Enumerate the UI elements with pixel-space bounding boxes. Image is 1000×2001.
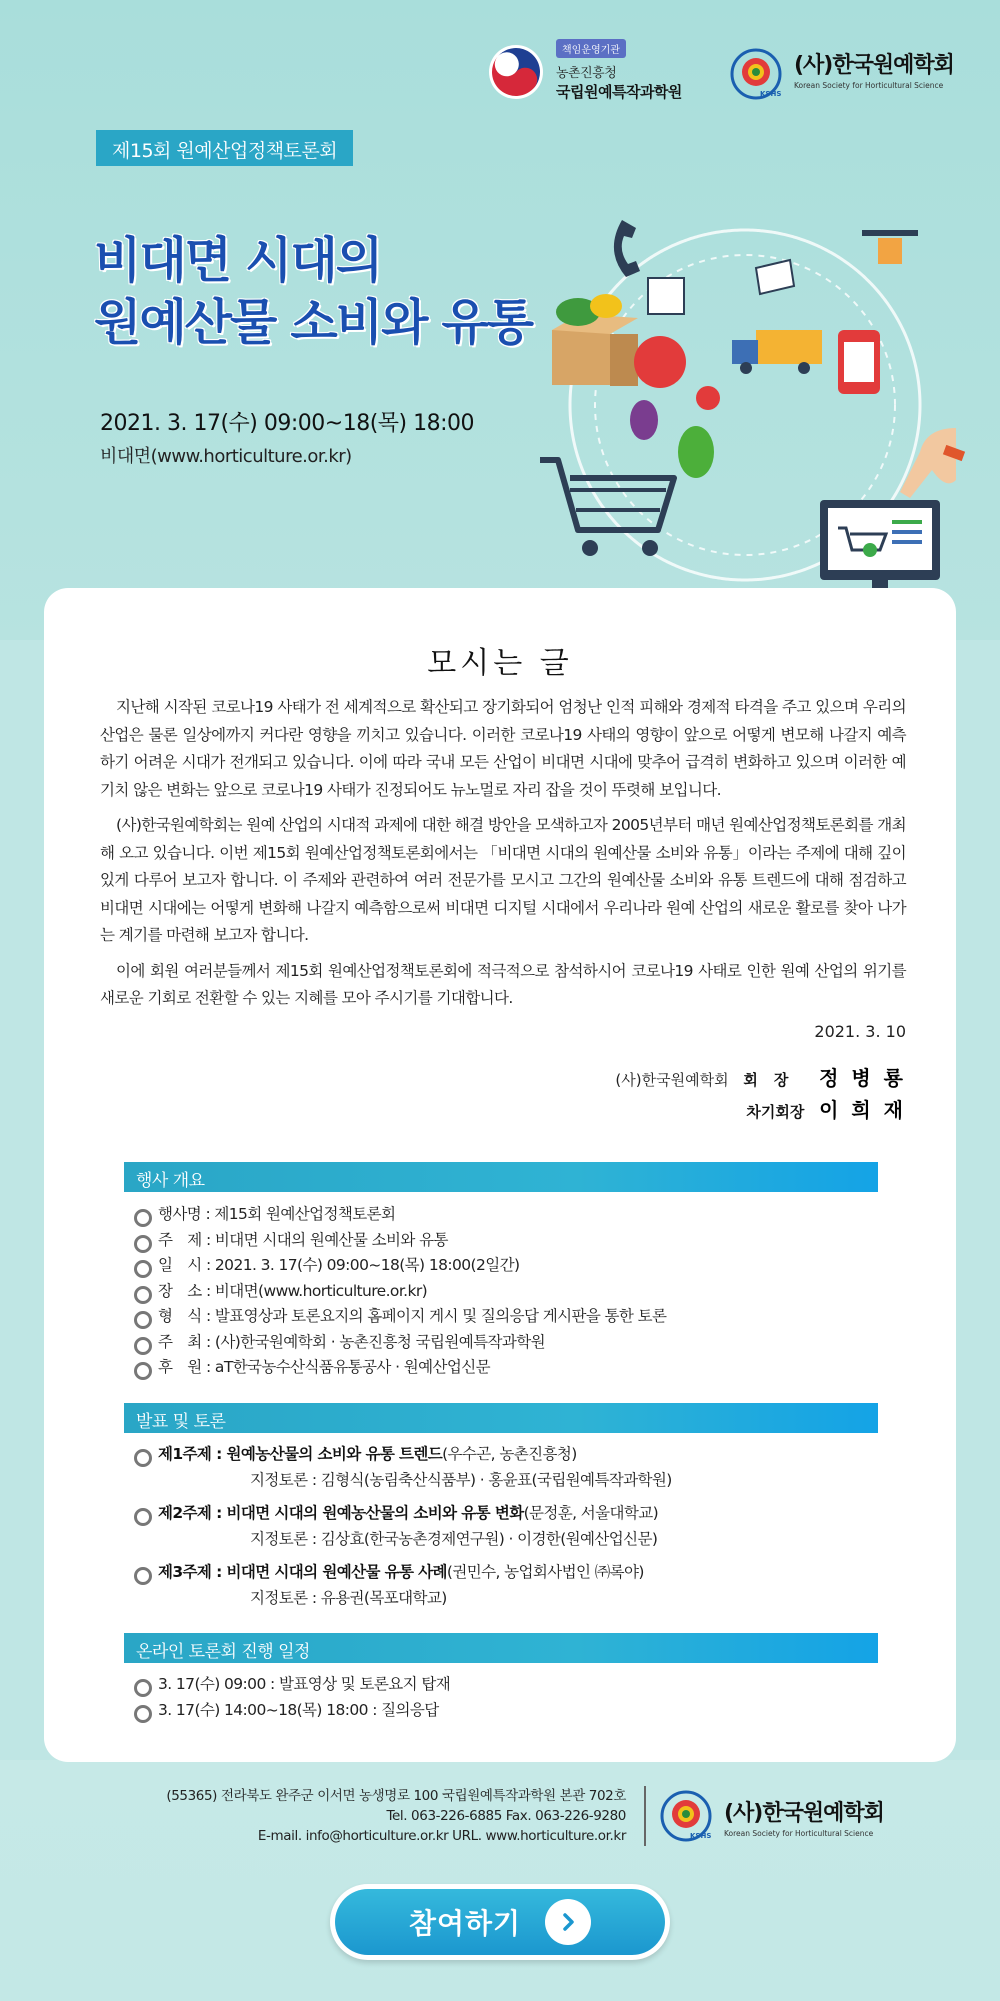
footer-contact bbox=[166, 1786, 626, 1846]
topic-panel: 지정토론 : 유용권(목포대학교) bbox=[250, 1588, 447, 1607]
kshs-eng-name: Korean Society for Horticultural Science bbox=[724, 1829, 874, 1838]
footer-divider bbox=[644, 1786, 646, 1846]
list-item: 주 제 : 비대면 시대의 원예산물 소비와 유통 bbox=[134, 1228, 666, 1254]
svg-text:KSHS: KSHS bbox=[690, 1832, 712, 1840]
svg-text:KSHS: KSHS bbox=[760, 90, 782, 98]
event-tag: 제15회 원예산업정책토론회 bbox=[96, 130, 353, 166]
list-item: 일 시 : 2021. 3. 17(수) 09:00~18(목) 18:00(2일간) bbox=[134, 1253, 666, 1279]
hero-date: 2021. 3. 17(수) 09:00~18(목) 18:00 bbox=[100, 411, 475, 436]
join-button[interactable] bbox=[330, 1884, 670, 1960]
topic-label: 제1주제 : 원예농산물의 소비와 유통 트렌드 bbox=[158, 1445, 443, 1463]
list-item: 형 식 : 발표영상과 토론요지의 홈페이지 게시 및 질의응답 게시판을 통한 토론 bbox=[134, 1304, 666, 1330]
signature-org: (사)한국원예학회 bbox=[615, 1071, 729, 1089]
topic-speaker: (문정훈, 서울대학교) bbox=[523, 1504, 659, 1522]
letter-body bbox=[100, 694, 906, 1021]
list-item: 3. 17(수) 14:00~18(목) 18:00 : 질의응답 bbox=[134, 1698, 450, 1724]
signature-name: 정 병 룡 bbox=[819, 1066, 906, 1090]
topic-speaker: (권민수, 농업회사법인 ㈜록야) bbox=[446, 1563, 644, 1581]
topics-list bbox=[134, 1442, 672, 1619]
topic-item bbox=[134, 1560, 672, 1611]
signature-role: 차기회장 bbox=[746, 1103, 805, 1121]
kshs-kor-name: (사)한국원예학회 bbox=[724, 1801, 884, 1826]
hero-title bbox=[94, 230, 532, 354]
kshs-org-text bbox=[794, 48, 954, 90]
topic-panel: 지정토론 : 김형식(농림축산식품부) · 홍윤표(국립원예특작과학원) bbox=[250, 1470, 672, 1489]
kshs-logo-icon bbox=[730, 48, 782, 100]
hero-venue: 비대면(www.horticulture.or.kr) bbox=[100, 446, 352, 467]
gov-line2: 국립원예특작과학원 bbox=[556, 83, 682, 101]
letter-date: 2021. 3. 10 bbox=[814, 1022, 906, 1041]
section-heading-topics: 발표 및 토론 bbox=[124, 1403, 878, 1433]
topic-speaker: (우수곤, 농촌진흥청) bbox=[442, 1445, 577, 1463]
list-item: 주 최 : (사)한국원예학회 · 농촌진흥청 국립원예특작과학원 bbox=[134, 1330, 666, 1356]
list-item: 행사명 : 제15회 원예산업정책토론회 bbox=[134, 1202, 666, 1228]
signature-role: 회장 bbox=[743, 1071, 805, 1089]
letter-paragraph: (사)한국원예학회는 원예 산업의 시대적 과제에 대한 해결 방안을 모색하고자 2005년부터 매년 원예산업정책토론회를 개최해 오고 있습니다. 이번 제15회 원예산업정책토론회에서는 「비대면 시대의 원예산물 소비와 유통」이라는 주제에 대해 깊이 있게 다루어 보고자 합니다. 이 주제와 관련하여 여러 전문가를 모시고 그간의 원예산물 소비와 유통 트렌드에 대해 점검하고 비대면 시대에는 어떻게 변화해 나갈지 예측함으로써 비대면 디지털 시대에서 우리나라 원예 산업의 새로운 활로를 찾아 나가는 계기를 마련해 보고자 합니다. bbox=[100, 816, 906, 944]
letter-paragraph: 이에 회원 여러분들께서 제15회 원예산업정책토론회에 적극적으로 참석하시어 코로나19 사태로 인한 원예 산업의 위기를 새로운 기회로 전환할 수 있는 지혜를 모아 주시기를 기대합니다. bbox=[100, 961, 906, 1007]
gov-line1: 농촌진흥청 bbox=[556, 66, 617, 81]
footer-address: (55365) 전라북도 완주군 이서면 농생명로 100 국립원예특작과학원 본관 702호 bbox=[166, 1788, 626, 1804]
kshs-kor-name: (사)한국원예학회 bbox=[794, 53, 954, 78]
section-heading-schedule: 온라인 토론회 진행 일정 bbox=[124, 1633, 878, 1663]
join-button-label: 참여하기 bbox=[408, 1907, 522, 1940]
join-button-inner[interactable] bbox=[335, 1889, 665, 1955]
schedule-list bbox=[134, 1672, 450, 1723]
footer-email[interactable]: E-mail. info@horticulture.or.kr URL. www.horticulture.or.kr bbox=[257, 1828, 626, 1844]
gov-org-text bbox=[556, 38, 682, 102]
hero-title-line2: 원예산물 소비와 유통 bbox=[94, 294, 533, 351]
topic-item bbox=[134, 1501, 672, 1552]
chevron-right-icon bbox=[545, 1899, 591, 1945]
kshs-logo-icon bbox=[660, 1790, 712, 1842]
section-heading-overview: 행사 개요 bbox=[124, 1162, 878, 1192]
topic-label: 제2주제 : 비대면 시대의 원예농산물의 소비와 유통 변화 bbox=[158, 1504, 524, 1522]
list-item: 후 원 : aT한국농수산식품유통공사 · 원예산업신문 bbox=[134, 1355, 666, 1381]
taegeuk-logo-icon bbox=[488, 44, 544, 100]
hero-title-line1: 비대면 시대의 bbox=[94, 232, 382, 289]
topic-label: 제3주제 : 비대면 시대의 원예산물 유통 사례 bbox=[158, 1563, 447, 1581]
footer-phone: Tel. 063-226-6885 Fax. 063-226-9280 bbox=[386, 1808, 626, 1824]
signature-president-elect bbox=[746, 1094, 906, 1123]
gov-tag: 책임운영기관 bbox=[556, 39, 626, 58]
signature-president bbox=[615, 1062, 906, 1091]
letter-paragraph: 지난해 시작된 코로나19 사태가 전 세계적으로 확산되고 장기화되어 엄청난 인적 피해와 경제적 타격을 주고 있으며 우리의 산업은 물론 일상에까지 커다란 영향을 끼치고 있습니다. 이러한 코로나19 사태의 영향이 앞으로 어떻게 변모해 나갈지 예측하기 어려운 시대가 전개되고 있습니다. 이에 따라 국내 모든 산업이 비대면 시대에 맞추어 급격히 변화하고 있으며 이러한 예기치 않은 변화는 앞으로 코로나19 사태가 진정되어도 뉴노멀로 자리 잡을 것이 뚜렷해 보입니다. bbox=[100, 698, 906, 799]
kshs-eng-name: Korean Society for Horticultural Science bbox=[794, 81, 944, 90]
letter-title: 모시는 글 bbox=[427, 646, 573, 681]
topic-item bbox=[134, 1442, 672, 1493]
signature-name: 이 희 재 bbox=[819, 1098, 906, 1122]
list-item: 장 소 : 비대면(www.horticulture.or.kr) bbox=[134, 1279, 666, 1305]
list-item: 3. 17(수) 09:00 : 발표영상 및 토론요지 탑재 bbox=[134, 1672, 450, 1698]
online-shopping-illustration-icon bbox=[520, 210, 970, 620]
kshs-org-text-footer bbox=[724, 1796, 884, 1838]
overview-list bbox=[134, 1202, 666, 1381]
topic-panel: 지정토론 : 김상효(한국농촌경제연구원) · 이경한(원예산업신문) bbox=[250, 1529, 658, 1548]
